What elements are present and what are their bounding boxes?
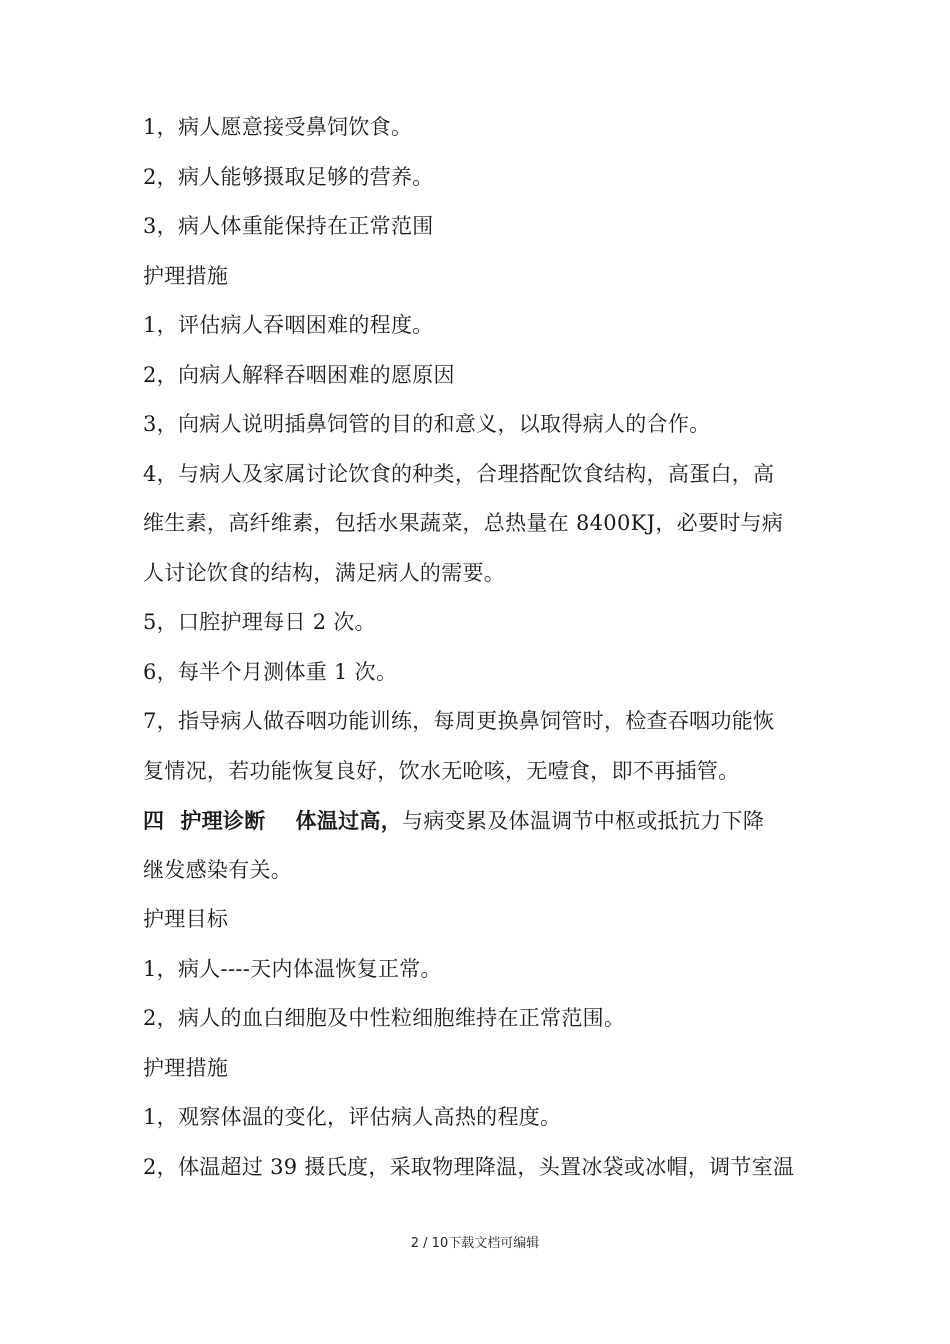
diagnosis-heading (143, 796, 815, 846)
text-line: 1，病人----天内体温恢复正常。 (143, 956, 442, 981)
text-line: 7，指导病人做吞咽功能训练，每周更换鼻饲管时，检查吞咽功能恢 (143, 709, 775, 733)
section-heading: 护理目标 (143, 907, 229, 931)
diagnosis-cause: 与病变累及体温调节中枢或抵抗力下降 (402, 809, 765, 833)
text-line: 2，向病人解释吞咽困难的愿原因 (143, 362, 455, 387)
diagnosis-label: 护理诊断 (180, 808, 266, 833)
section-heading: 护理措施 (143, 1055, 229, 1080)
section-heading: 护理措施 (143, 263, 229, 288)
text-line: 3，病人体重能保持在正常范围 (143, 214, 434, 238)
text-line: 1，病人愿意接受鼻饲饮食。 (143, 115, 413, 139)
text-line: 1，观察体温的变化，评估病人高热的程度。 (143, 1105, 562, 1129)
text-line: 2，体温超过 39 摄氏度，采取物理降温，头置冰袋或冰帽，调节室温 (143, 1154, 795, 1179)
text-line: 人讨论饮食的结构，满足病人的需要。 (143, 560, 506, 585)
text-line: 3，向病人说明插鼻饲管的目的和意义，以取得病人的合作。 (143, 412, 711, 436)
text-line: 1，评估病人吞咽困难的程度。 (143, 313, 434, 337)
text-line: 2，病人能够摄取足够的营养。 (143, 164, 434, 189)
text-line: 维生素，高纤维素，包括水果蔬菜，总热量在 8400KJ，必要时与病 (143, 511, 784, 535)
text-line: 复情况，若功能恢复良好，饮水无呛咳，无噎食，即不再插管。 (143, 758, 740, 783)
text-line: 5，口腔护理每日 2 次。 (143, 610, 376, 634)
section-number: 四 (143, 808, 165, 833)
text-line: 2，病人的血白细胞及中性粒细胞维持在正常范围。 (143, 1006, 626, 1030)
page-footer: 2 / 10下载文档可编辑 (410, 1236, 540, 1251)
text-line: 继发感染有关。 (143, 857, 293, 882)
diagnosis-title: 体温过高， (295, 808, 403, 833)
text-line: 6，每半个月测体重 1 次。 (143, 659, 398, 684)
document-body (143, 103, 815, 1192)
text-line: 4，与病人及家属讨论饮食的种类，合理搭配饮食结构，高蛋白，高 (143, 461, 775, 486)
